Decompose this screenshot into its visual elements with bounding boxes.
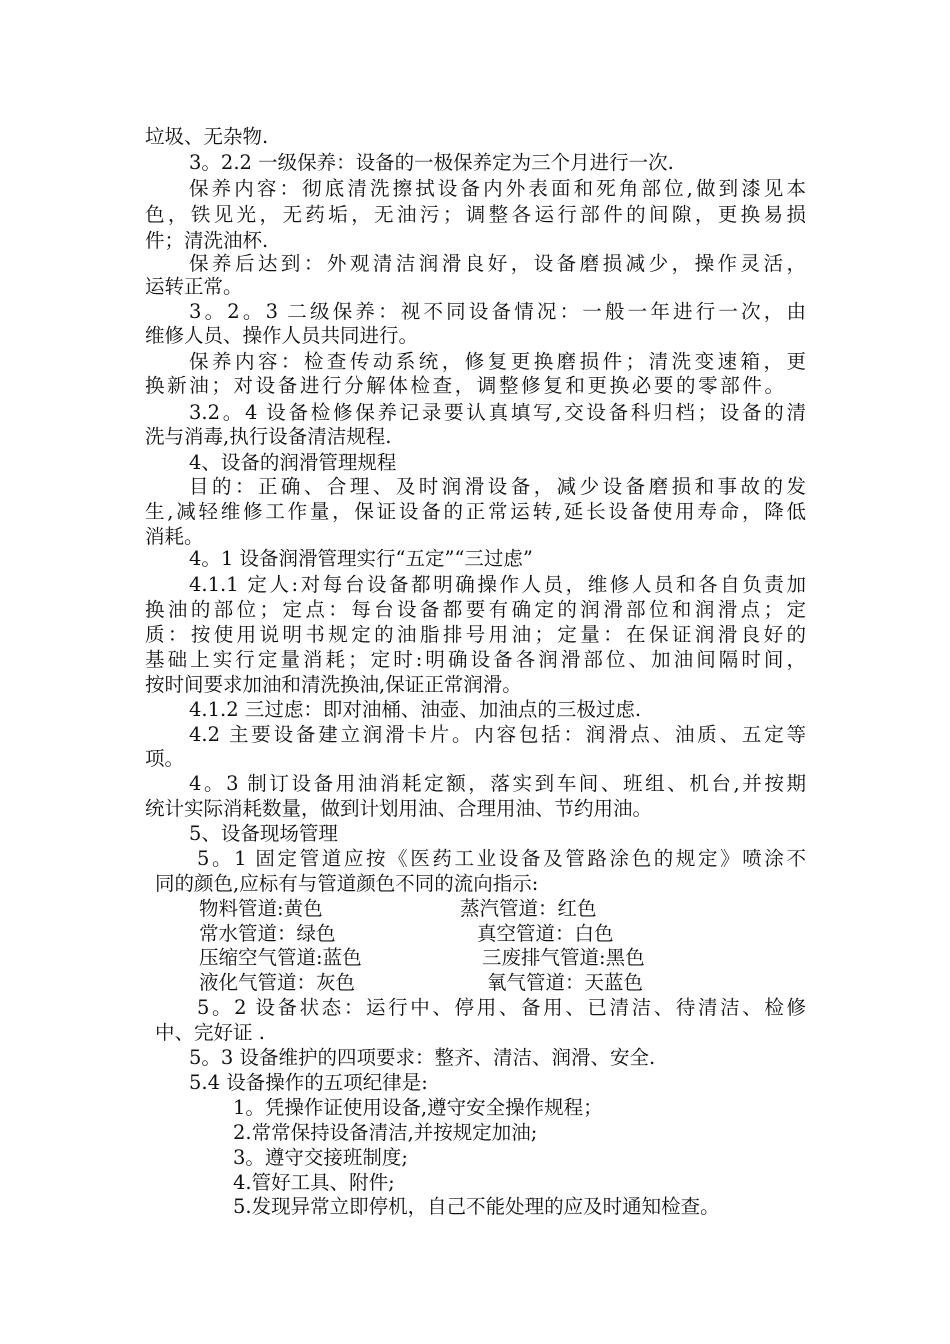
pipe-color-item: 常水管道：绿色 xyxy=(199,922,336,945)
pipe-color-item: 蒸汽管道：红色 xyxy=(460,897,597,920)
text-line: 5.4 设备操作的五项纪律是: xyxy=(189,1071,428,1094)
text-line: 质：按使用说明书规定的油脂排号用油；定量：在保证润滑良好的 xyxy=(145,623,806,646)
text-line: 保养后达到：外观清洁润滑良好，设备磨损减少，操作灵活， xyxy=(189,252,806,275)
text-line: 运转正常。 xyxy=(145,275,243,298)
text-line: 色，铁见光，无药垢，无油污；调整各运行部件的间隙，更换易损 xyxy=(145,203,806,226)
text-line: 换新油；对设备进行分解体检查，调整修复和更换必要的零部件。 xyxy=(145,374,784,397)
section-heading: 5、设备现场管理 xyxy=(189,822,338,845)
text-line: 按时间要求加油和清洗换油,保证正常润滑。 xyxy=(145,673,522,696)
pipe-color-item: 氧气管道：天蓝色 xyxy=(487,971,644,994)
text-line: 4.1.1 定人:对每台设备都明确操作人员，维修人员和各自负责加 xyxy=(189,573,806,596)
text-line: 5。1 固定管道应按《医药工业设备及管路涂色的规定》喷涂不 xyxy=(197,847,806,870)
list-item: 3。遵守交接班制度; xyxy=(233,1146,408,1169)
text-line: 保养内容：彻底清洗擦拭设备内外表面和死角部位,做到漆见本 xyxy=(189,177,806,200)
text-line: 消耗。 xyxy=(145,525,204,548)
text-line: 4.1.2 三过虑：即对油桶、油壶、加油点的三极过虑. xyxy=(189,698,642,721)
pipe-color-item: 三废排气管道:黑色 xyxy=(482,946,645,969)
text-line: 5。3 设备维护的四项要求：整齐、清洁、润滑、安全. xyxy=(189,1046,656,1069)
list-item: 5.发现异常立即停机，自己不能处理的应及时通知检查。 xyxy=(233,1195,720,1218)
list-item: 2.常常保持设备清洁,并按规定加油; xyxy=(233,1121,538,1144)
text-line: 生,减轻维修工作量，保证设备的正常运转,延长设备使用寿命，降低 xyxy=(145,500,806,523)
text-line: 项。 xyxy=(145,747,185,770)
list-item: 4.管好工具、附件; xyxy=(233,1171,395,1194)
list-item: 1。凭操作证使用设备,遵守安全操作规程； xyxy=(233,1096,603,1119)
text-line: 保养内容：检查传动系统，修复更换磨损件；清洗变速箱，更 xyxy=(189,350,806,373)
text-line: 同的颜色,应标有与管道颜色不同的流向指示: xyxy=(155,872,539,895)
text-line: 3。2。3 二级保养：视不同设备情况：一般一年进行一次，由 xyxy=(189,300,806,323)
text-line: 垃圾、无杂物. xyxy=(145,125,269,148)
text-line: 3。2.2 一级保养：设备的一极保养定为三个月进行一次. xyxy=(189,151,674,174)
text-line: 中、完好证 . xyxy=(155,1021,265,1044)
pipe-color-item: 真空管道：白色 xyxy=(477,922,614,945)
text-line: 3.2。4 设备检修保养记录要认真填写,交设备科归档；设备的清 xyxy=(189,401,806,424)
text-line: 目的：正确、合理、及时润滑设备，减少设备磨损和事故的发 xyxy=(189,475,806,498)
text-line: 换油的部位；定点：每台设备都要有确定的润滑部位和润滑点；定 xyxy=(145,598,806,621)
text-line: 洗与消毒,执行设备清洁规程. xyxy=(145,425,392,448)
text-line: 5。2 设备状态：运行中、停用、备用、已清洁、待清洁、检修 xyxy=(197,996,806,1019)
text-line: 件；清洗油杯. xyxy=(145,229,269,252)
pipe-color-item: 压缩空气管道:蓝色 xyxy=(199,946,362,969)
pipe-color-item: 液化气管道：灰色 xyxy=(199,971,356,994)
text-line: 4.2 主要设备建立润滑卡片。内容包括：润滑点、油质、五定等 xyxy=(189,723,806,746)
text-line: 维修人员、操作人员共同进行。 xyxy=(145,324,419,347)
text-line: 4。1 设备润滑管理实行“五定”“三过虑” xyxy=(189,547,533,570)
text-line: 4。3 制订设备用油消耗定额，落实到车间、班组、机台,并按期 xyxy=(189,772,806,795)
pipe-color-item: 物料管道:黄色 xyxy=(199,897,323,920)
text-line: 基础上实行定量消耗；定时:明确设备各润滑部位、加油间隔时间， xyxy=(145,648,806,671)
section-heading: 4、设备的润滑管理规程 xyxy=(189,451,397,474)
text-line: 统计实际消耗数量，做到计划用油、合理用油、节约用油。 xyxy=(145,797,653,820)
